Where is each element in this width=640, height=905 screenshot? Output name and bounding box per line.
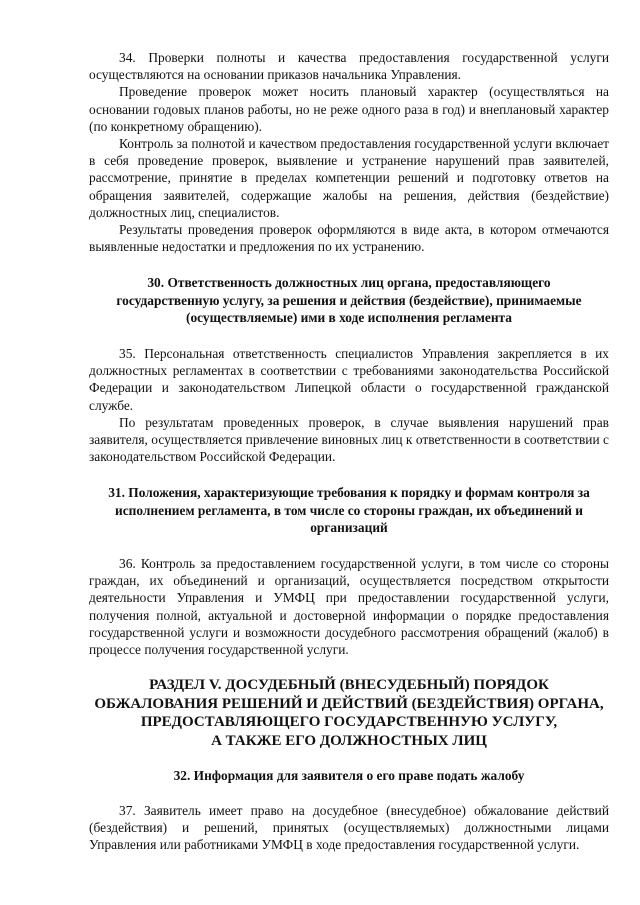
section-title-line-2: ОБЖАЛОВАНИЯ РЕШЕНИЙ И ДЕЙСТВИЙ (БЕЗДЕЙСТВИЯ) ОРГАНА, [94,695,604,712]
paragraph-34: 34. Проверки полноты и качества предоставления государственной услуги осуществляются на основании приказов начальника Управления. [89,50,609,83]
paragraph-35: 35. Персональная ответственность специалистов Управления закрепляется в их должностных регламентах в соответствии с требованиями законодательства Российской Федерации и законодательством Липецкой области о государственной гражданской службе. [89,346,609,413]
paragraph-inspection-results: Результаты проведения проверок оформляются в виде акта, в котором отмечаются выявленные недостатки и предложения по их устранению. [89,222,609,255]
section-title-line-4: А ТАКЖЕ ЕГО ДОЛЖНОСТНЫХ ЛИЦ [211,732,487,749]
paragraph-inspection-type: Проведение проверок может носить плановый характер (осуществляться на основании годовых планов работы, но не реже одного раза в год) и внеплановый характер (по конкретному обращению). [89,84,609,134]
section-v-title [89,676,609,750]
section-title-line-1: РАЗДЕЛ V. ДОСУДЕБНЫЙ (ВНЕСУДЕБНЫЙ) ПОРЯДОК [149,677,549,694]
document-body [89,49,609,853]
paragraph-37: 37. Заявитель имеет право на досудебное (внесудебное) обжалование действий (бездействия) и решений, принятых (осуществляемых) должностными лицами Управления или работниками УМФЦ в ходе предоставления государственной услуги. [89,802,609,852]
paragraph-36: 36. Контроль за предоставлением государственной услуги, в том числе со стороны граждан, их объединений и организаций, осуществляется посредством открытости деятельности Управления и УМФЦ при предоставлении государственной услуги, получения полной, актуальной и достоверной информации о порядке предоставления государственной услуги и возможности досудебного рассмотрения обращений (жалоб) в процессе получения государственной услуги. [89,556,609,658]
paragraph-liability: По результатам проведенных проверок, в случае выявления нарушений прав заявителя, осуществляется привлечение виновных лиц к ответственности в соответствии с законодательством Российской Федерации. [89,414,609,465]
section-title-line-3: ПРЕДОСТАВЛЯЮЩЕГО ГОСУДАРСТВЕННУЮ УСЛУГУ, [140,714,558,731]
heading-32: 32. Информация для заявителя о его праве подать жалобу [173,768,525,784]
heading-30: 30. Ответственность должностных лиц органа, предоставляющего государственную услугу, за решения и действия (бездействие), принимаемые (осуществляемые) ими в ходе исполнения регламента [116,275,582,325]
heading-31: 31. Положения, характеризующие требования к порядку и формам контроля за исполнением регламента, в том числе со стороны граждан, их объединений и организаций [108,485,590,535]
paragraph-control-scope: Контроль за полнотой и качеством предоставления государственной услуги включает в себя проведение проверок, выявление и устранение нарушений прав заявителей, рассмотрение, принятие в пределах компетенции решений и подготовку ответов на обращения заявителей, содержащие жалобы на решения, действия (бездействие) должностных лиц, специалистов. [89,136,609,220]
